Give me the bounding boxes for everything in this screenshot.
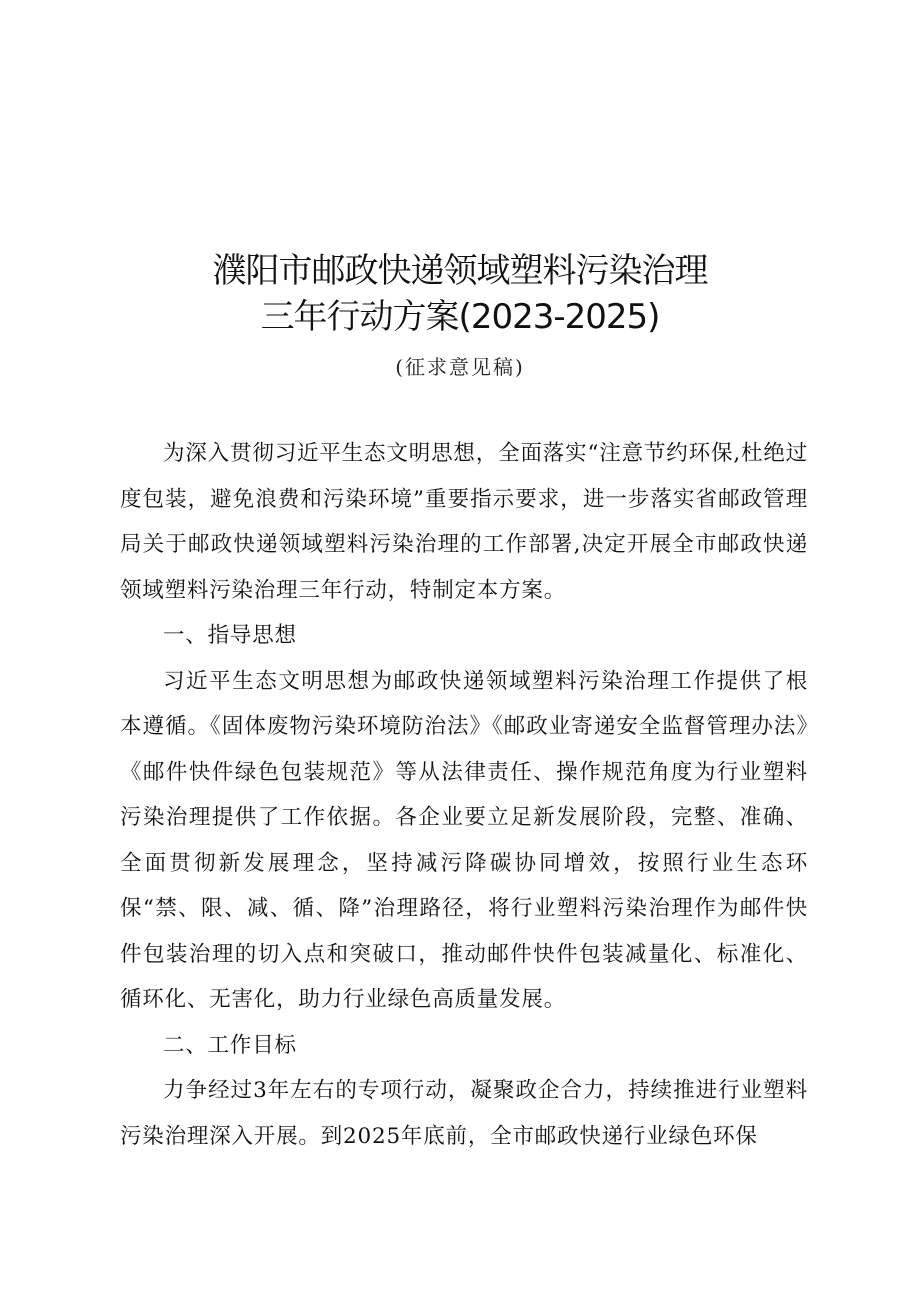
section-heading-work-goals: 二、工作目标	[163, 1032, 297, 1058]
document-body	[120, 431, 808, 1159]
title-block	[0, 248, 920, 382]
document-subtitle: (征求意见稿)	[395, 355, 525, 379]
document-title-line-2: 三年行动方案(2023-2025)	[260, 297, 660, 337]
intro-paragraph: 为深入贯彻习近平生态文明思想，全面落实“注意节约环保,杜绝过度包装，避免浪费和污染环境”重要指示要求，进一步落实省邮政管理局关于邮政快递领域塑料污染治理的工作部署,决定开展全市邮政快递领域塑料污染治理三年行动，特制定本方案。	[120, 441, 808, 603]
work-goals-paragraph: 力争经过3年左右的专项行动，凝聚政企合力，持续推进行业塑料污染治理深入开展。到2025年底前，全市邮政快递行业绿色环保	[120, 1078, 808, 1149]
section-heading-guiding-ideology: 一、指导思想	[163, 623, 297, 648]
guiding-ideology-paragraph: 习近平生态文明思想为邮政快递领域塑料污染治理工作提供了根本遵循。《固体废物污染环境防治法》《邮政业寄递安全监督管理办法》《邮件快件绿色包装规范》等从法律责任、操作规范角度为行业塑料污染治理提供了工作依据。各企业要立足新发展阶段，完整、准确、全面贯彻新发展理念，坚持减污降碳协同增效，按照行业生态环保“禁、限、减、循、降”治理路径，将行业塑料污染治理作为邮件快件包装治理的切入点和突破口，推动邮件快件包装减量化、标准化、循环化、无害化，助力行业绿色高质量发展。	[120, 668, 808, 1012]
document-title-line-1: 濮阳市邮政快递领域塑料污染治理	[212, 251, 708, 291]
